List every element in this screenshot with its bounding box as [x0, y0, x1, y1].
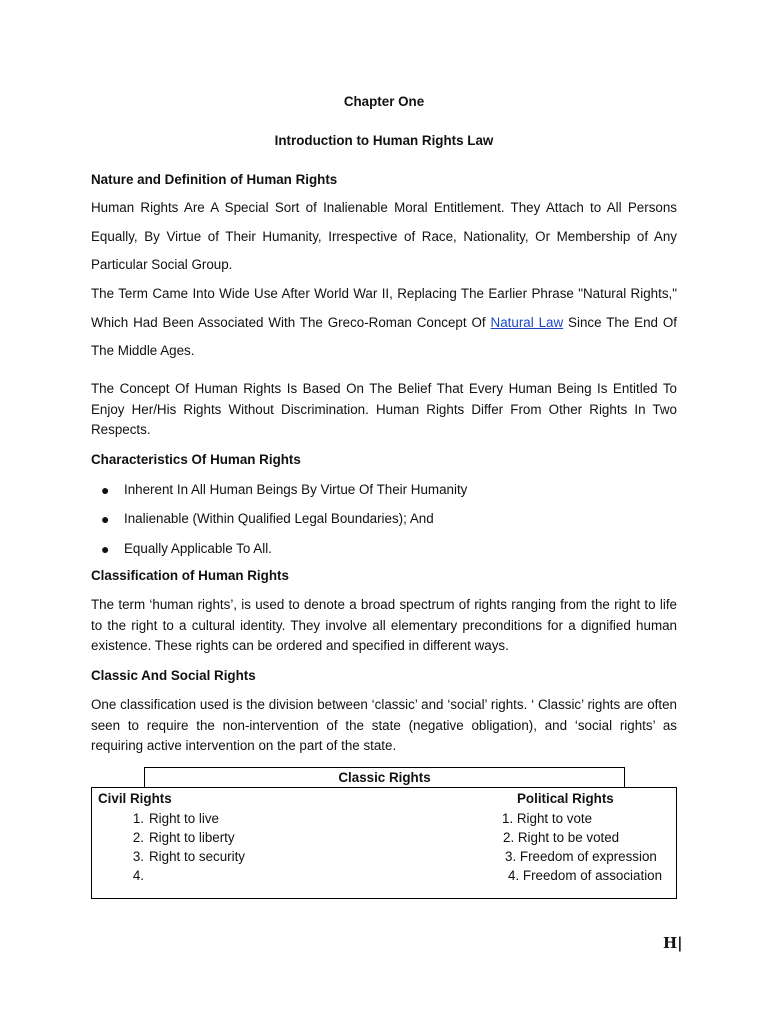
section-heading-classification: Classification of Human Rights [91, 568, 289, 583]
item-text: Right to live [149, 811, 219, 826]
paragraph-definition: Human Rights Are A Special Sort of Inalienable Moral Entitlement. They Attach to All Persons Equally, By Virtue of Their Humanity, Irrespective of Race, Nationality, Or Membership of Any Particular Social Group. [91, 200, 677, 272]
table-row [120, 809, 245, 828]
civil-rights-list [120, 809, 245, 885]
political-rights-heading: Political Rights [517, 791, 614, 806]
classic-rights-header: Classic Rights [144, 767, 625, 787]
bullet-icon: ● [101, 511, 110, 528]
list-item [91, 509, 467, 538]
table-row: 1. Right to vote [502, 811, 593, 826]
paragraph-history [91, 280, 677, 366]
section-heading-nature: Nature and Definition of Human Rights [91, 172, 338, 187]
bullet-icon: ● [101, 482, 110, 498]
paragraph-concept: The Concept Of Human Rights Is Based On The Belief That Every Human Being Is Entitled To Enjoy Her/His Rights Without Discrimination. Human Rights Differ From Other Rights In Two Respects. [91, 381, 677, 437]
civil-rights-heading: Civil Rights [98, 791, 172, 806]
paragraph-history-text-2: Since The End Of The Middle Ages. [91, 314, 678, 358]
item-number: 3. [132, 849, 144, 864]
bullet-icon: ● [101, 540, 110, 557]
paragraph-classic-social: One classification used is the division between ‘classic’ and ‘social’ rights. ‘ Classic’ rights are often seen to require the non-intervention of the state (negative obligation), and ‘social rights’ as requiring active intervention on the part of the state. [91, 697, 677, 753]
list-item-text: Inalienable (Within Qualified Legal Boundaries); And [124, 511, 434, 527]
item-number: 1. [132, 811, 144, 826]
table-row [120, 866, 245, 885]
list-item-text: Inherent In All Human Beings By Virtue Of Their Humanity [124, 482, 468, 497]
document-title: Introduction to Human Rights Law [274, 133, 494, 148]
table-row [120, 828, 245, 847]
table-row [120, 847, 245, 866]
section-heading-characteristics: Characteristics Of Human Rights [91, 452, 301, 467]
list-item [91, 539, 467, 568]
paragraph-history-text-1: The Term Came Into Wide Use After World War II, Replacing The Earlier Phrase "Natural Rights," Which Had Been Associated With The Greco-Roman Concept Of [91, 286, 677, 330]
table-row: 2. Right to be voted [503, 830, 620, 845]
item-number: 2. [132, 830, 144, 845]
chapter-label: Chapter One [343, 94, 425, 109]
political-rights-list [502, 809, 662, 885]
classic-rights-table [91, 787, 677, 899]
natural-law-link[interactable]: Natural Law [490, 314, 564, 330]
section-heading-classic-social: Classic And Social Rights [91, 668, 256, 683]
footer-mark: H| [663, 934, 683, 952]
table-row: 3. Freedom of expression [505, 849, 657, 864]
list-item [91, 480, 467, 509]
item-number: 4. [132, 868, 144, 883]
list-item-text: Equally Applicable To All. [124, 540, 272, 556]
characteristics-list [91, 480, 467, 568]
item-text: Right to security [149, 849, 246, 864]
item-text: Right to liberty [149, 830, 235, 845]
paragraph-classification: The term ‘human rights’, is used to denote a broad spectrum of rights ranging from the right to life to the right to a cultural identity. They involve all elementary preconditions for a dignified human existence. These rights can be ordered and specified in different ways. [91, 597, 677, 653]
table-row: 4. Freedom of association [508, 868, 663, 883]
